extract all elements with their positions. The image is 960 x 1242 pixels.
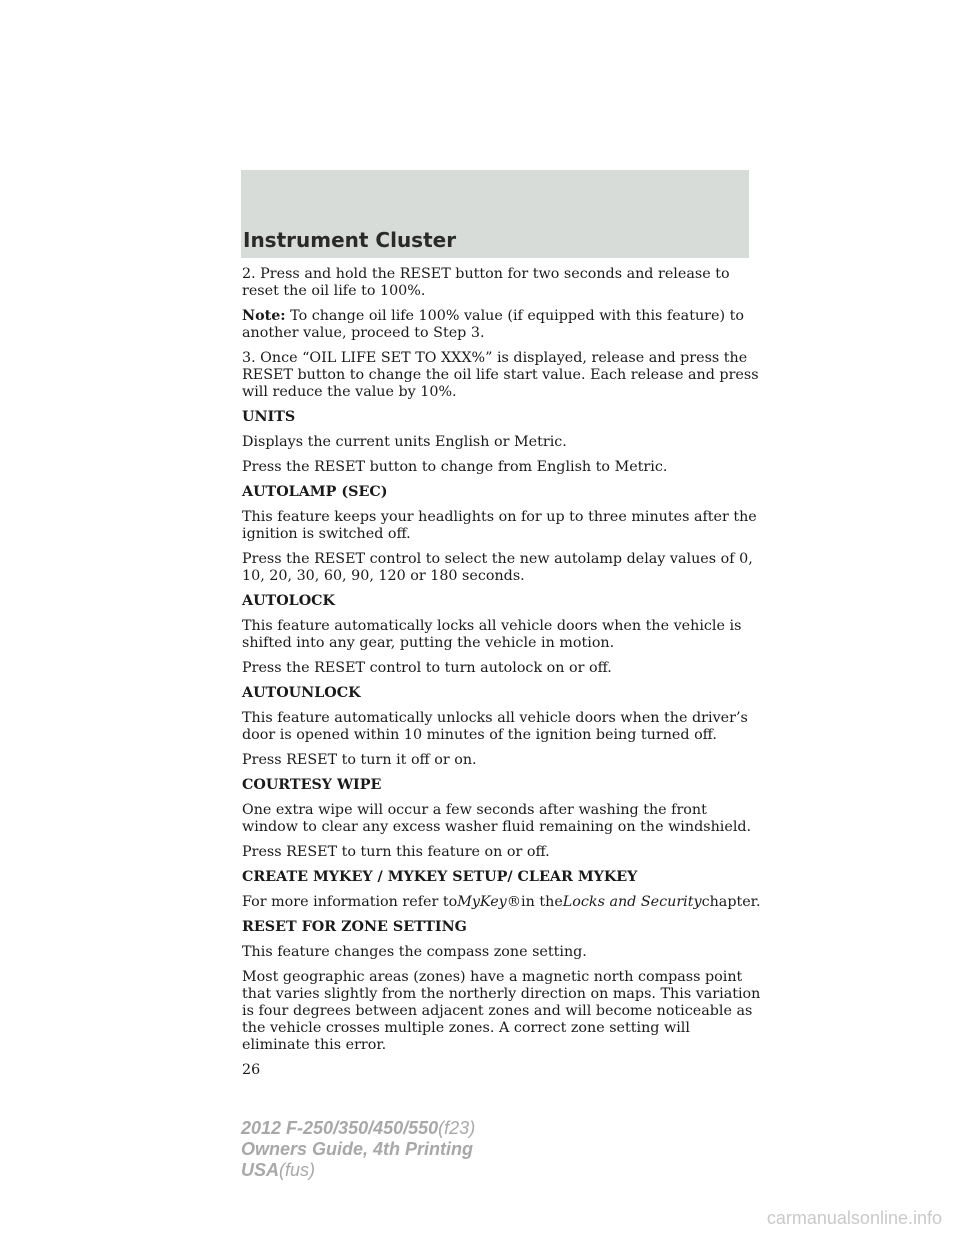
mykey-link[interactable]: MyKey® — [457, 894, 522, 910]
document-footer — [241, 1118, 475, 1181]
autounlock-text-1: This feature automatically unlocks all vehicle doors when the driver’s door is opened within 10 minutes of the ignition being turned off. — [242, 710, 748, 743]
footer-market: USA — [241, 1160, 280, 1180]
footer-market-code: (fus) — [279, 1160, 316, 1180]
footer-model-code: (f23) — [438, 1118, 476, 1138]
mykey-prefix: For more information refer to — [242, 894, 458, 910]
heading-units: UNITS — [242, 409, 296, 425]
mykey-chapter[interactable]: Locks and Security — [562, 894, 702, 910]
heading-courtesy-wipe: COURTESY WIPE — [242, 777, 382, 793]
note-text: To change oil life 100% value (if equipped with this feature) to another value, proceed to Step 3. — [242, 308, 744, 341]
watermark-text: carmanualsonline.info — [766, 1208, 942, 1228]
footer-line-1 — [241, 1118, 475, 1139]
heading-autounlock: AUTOUNLOCK — [242, 685, 361, 701]
paragraph-step-2: 2. Press and hold the RESET button for two seconds and release to reset the oil life to 100%. — [242, 266, 730, 299]
note-label: Note: — [242, 308, 286, 324]
zone-text-1: This feature changes the compass zone setting. — [242, 944, 587, 960]
zone-text-2: Most geographic areas (zones) have a magnetic north compass point that varies slightly from the northerly direction on maps. This variation is four degrees between adjacent zones and will become noticeable as the vehicle crosses multiple zones. A correct zone setting will eliminate this error. — [242, 969, 761, 1053]
courtesy-text-2: Press RESET to turn this feature on or off. — [242, 844, 550, 860]
footer-line-2: Owners Guide, 4th Printing — [241, 1139, 474, 1159]
footer-model: 2012 F-250/350/450/550 — [241, 1118, 439, 1138]
autounlock-text-2: Press RESET to turn it off or on. — [242, 752, 477, 768]
autolamp-text-2: Press the RESET control to select the new autolamp delay values of 0, 10, 20, 30, 60, 90, 120 or 180 seconds. — [242, 551, 753, 584]
mykey-reference — [242, 894, 762, 911]
mykey-mid: in the — [521, 894, 563, 910]
mykey-suffix: chapter. — [701, 894, 761, 910]
heading-zone-setting: RESET FOR ZONE SETTING — [242, 919, 467, 935]
autolamp-text-1: This feature keeps your headlights on for up to three minutes after the ignition is switched off. — [242, 509, 757, 542]
paragraph-step-3: 3. Once “OIL LIFE SET TO XXX%” is displayed, release and press the RESET button to change the oil life start value. Each release and press will reduce the value by 10%. — [242, 350, 759, 400]
section-title: Instrument Cluster — [243, 228, 457, 252]
courtesy-text-1: One extra wipe will occur a few seconds after washing the front window to clear any excess washer fluid remaining on the windshield. — [242, 802, 752, 835]
heading-mykey: CREATE MYKEY / MYKEY SETUP/ CLEAR MYKEY — [242, 869, 638, 885]
autolock-text-1: This feature automatically locks all vehicle doors when the vehicle is shifted into any gear, putting the vehicle in motion. — [242, 618, 742, 651]
heading-autolamp: AUTOLAMP (SEC) — [242, 484, 388, 500]
page-content — [242, 266, 762, 1087]
note-paragraph — [242, 308, 762, 342]
heading-autolock: AUTOLOCK — [242, 593, 335, 609]
autolock-text-2: Press the RESET control to turn autolock on or off. — [242, 660, 612, 676]
footer-line-3 — [241, 1160, 475, 1181]
units-text-2: Press the RESET button to change from English to Metric. — [242, 459, 668, 475]
units-text-1: Displays the current units English or Metric. — [242, 434, 567, 450]
page-number: 26 — [242, 1062, 261, 1078]
